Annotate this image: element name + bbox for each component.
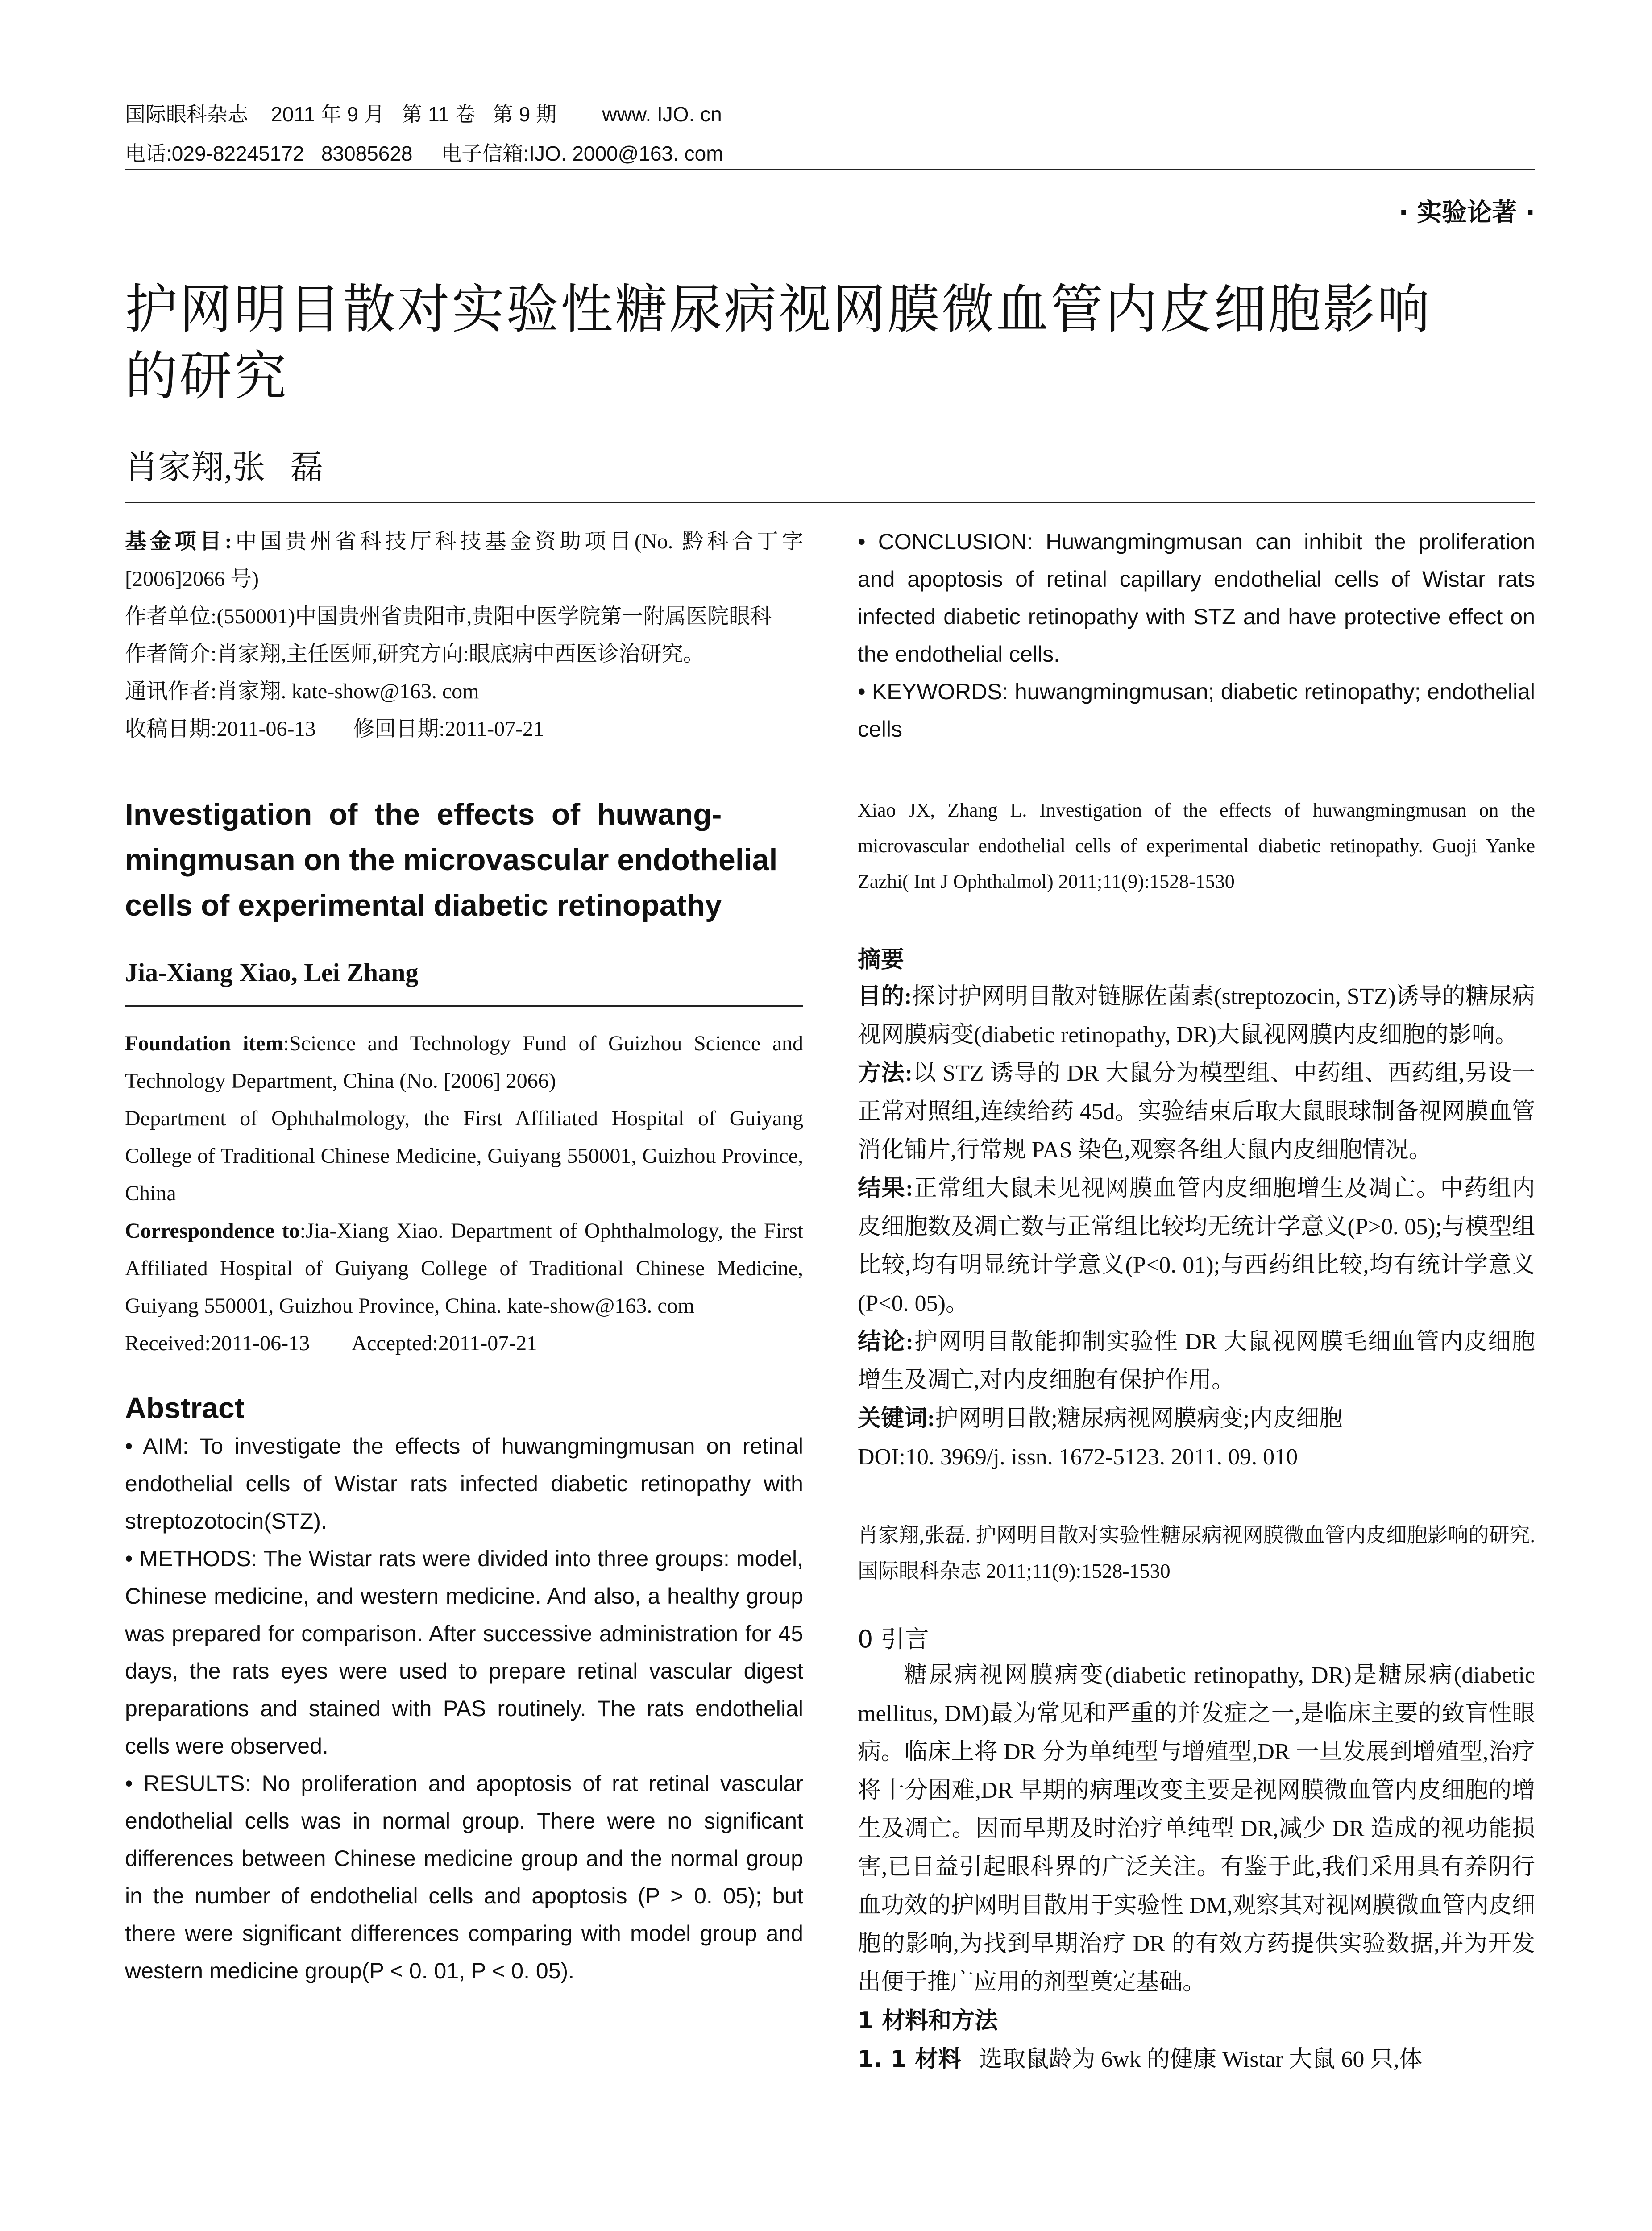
en-meta	[125, 1025, 803, 1362]
journal-header-line2: 电话:029-82245172 83085628 电子信箱:IJO. 2000@163. com	[125, 142, 723, 165]
cn-abstract-body	[858, 978, 1535, 1476]
abstract-methods: • METHODS: The Wistar rats were divided into three groups: model, Chinese medicine, and western medicine. And also, a healthy group was prepared for comparison. After successive administration for 45 days, the rats eyes were used to prepare retinal vascular digest preparations and stained with PAS routinely. The rats endothelial cells were observed.	[125, 1546, 803, 1758]
correspondence-cn: 通讯作者:肖家翔. kate-show@163. com	[125, 680, 479, 703]
cn-results-text: 正常组大鼠未见视网膜血管内皮细胞增生及凋亡。中药组内皮细胞数及凋亡数与正常组比较均无统计学意义(P>0. 05);与模型组比较,均有明显统计学意义(P<0. 01);与西药组比较,均有统计学意义(P<0. 05)。	[858, 1176, 1535, 1316]
intro-text: 糖尿病视网膜病变(diabetic retinopathy, DR)是糖尿病(diabetic mellitus, DM)最为常见和严重的并发症之一,是临床主要的致盲性眼病。临床上将 DR 分为单纯型与增殖型,DR 一旦发展到增殖型,治疗将十分困难,DR 早期的病理改变主要是视网膜微血管内皮细胞的增生及凋亡。因而早期及时治疗单纯型 DR,减少 DR 造成的视功能损害,已日益引起眼科界的广泛关注。有鉴于此,我们采用具有养阴行血功效的护网明目散用于实验性 DM,观察其对视网膜微血管内皮细胞的影响,为找到早期治疗 DR 的有效方药提供实验数据,并为开发出便于推广应用的剂型奠定基础。	[858, 1663, 1535, 1995]
cn-keywords-text: 护网明目散;糖尿病视网膜病变;内皮细胞	[935, 1406, 1343, 1431]
intro-heading: 0 引言	[858, 1625, 929, 1653]
author-bio-cn: 作者简介:肖家翔,主任医师,研究方向:眼底病中西医诊治研究。	[125, 642, 705, 666]
correspondence-text: :Jia-Xiang Xiao. Department of Ophthalmology, the First Affiliated Hospital of Guiyang College of Traditional Chinese Medicine, Guiyang 550001, Guizhou Province, China. kate-show@163. com	[125, 1219, 804, 1318]
cn-aim-text: 探讨护网明目散对链脲佐菌素(streptozocin, STZ)诱导的糖尿病视网膜病变(diabetic retinopathy, DR)大鼠视网膜内皮细胞的影响。	[858, 984, 1535, 1048]
abstract-keywords: • KEYWORDS: huwangmingmusan; diabetic retinopathy; endothelial cells	[858, 679, 1535, 742]
abstract-continued	[858, 523, 1535, 748]
header-rule	[125, 169, 1535, 170]
title-en-line3: cells of experimental diabetic retinopathy	[125, 888, 722, 922]
cn-conclusion-label: 结论:	[858, 1329, 913, 1355]
foundation-text: :Science and Technology Fund of Guizhou Science and Technology Department, China (No. [2006] 2066)	[125, 1032, 803, 1093]
materials-label: 1. 1 材料	[858, 2046, 962, 2073]
title-en-line1: Investigation of the effects of huwang-	[125, 797, 722, 831]
cn-abstract-heading: 摘要	[858, 946, 905, 973]
abstract-results: • RESULTS: No proliferation and apoptosis of rat retinal vascular endothelial cells was in normal group. There were no significant differences between Chinese medicine group and the normal group in the number of endothelial cells and apoptosis (P > 0. 05); but there were significant differences comparing with model group and western medicine group(P < 0. 01, P < 0. 05).	[125, 1771, 803, 1983]
cn-meta	[125, 523, 803, 748]
materials-paragraph	[858, 2040, 1535, 2079]
cn-keywords-label: 关键词:	[858, 1406, 935, 1431]
right-column	[858, 523, 1535, 2079]
title-en	[125, 792, 803, 928]
abstract-conclusion: • CONCLUSION: Huwangmingmusan can inhibit the proliferation and apoptosis of retinal capillary endothelial cells of Wistar rats infected diabetic retinopathy with STZ and have protective effect on the endothelial cells.	[858, 529, 1535, 667]
cn-methods-text: 以 STZ 诱导的 DR 大鼠分为模型组、中药组、西药组,另设一正常对照组,连续给药 45d。实验结束后取大鼠眼球制备视网膜血管消化铺片,行常规 PAS 染色,观察各组大鼠内皮细胞情况。	[858, 1061, 1535, 1163]
left-column	[125, 523, 803, 1990]
authors-en-rule	[125, 1005, 803, 1007]
materials-text: 选取鼠龄为 6wk 的健康 Wistar 大鼠 60 只,体	[979, 2047, 1423, 2072]
abstract-aim: • AIM: To investigate the effects of huwangmingmusan on retinal endothelial cells of Wistar rats infected diabetic retinopathy with streptozotocin(STZ).	[125, 1434, 803, 1534]
foundation-label: Foundation item	[125, 1032, 283, 1055]
cn-conclusion-text: 护网明目散能抑制实验性 DR 大鼠视网膜毛细血管内皮细胞增生及凋亡,对内皮细胞有保护作用。	[858, 1329, 1535, 1393]
title-en-line2: mingmusan on the microvascular endothelial	[125, 843, 778, 877]
received-en: Received:2011-06-13 Accepted:2011-07-21	[125, 1331, 538, 1355]
authors-cn: 肖家翔,张 磊	[125, 449, 323, 486]
fund-text: 中国贵州省科技厅科技基金资助项目(No. 黔科合丁字[2006]2066 号)	[125, 530, 803, 591]
affiliation-cn: 作者单位:(550001)中国贵州省贵阳市,贵阳中医学院第一附属医院眼科	[125, 605, 772, 628]
cn-methods-label: 方法:	[858, 1061, 913, 1086]
section-tag: · 实验论著 ·	[1399, 198, 1535, 227]
correspondence-label: Correspondence to	[125, 1219, 300, 1243]
authors-rule	[125, 502, 1535, 503]
title-cn-line2: 的研究	[125, 345, 289, 407]
cn-aim-label: 目的:	[858, 984, 912, 1009]
cn-results-label: 结果:	[858, 1176, 913, 1201]
department-en: Department of Ophthalmology, the First Affiliated Hospital of Guiyang College of Traditional Chinese Medicine, Guiyang 550001, Guizhou Province, China	[125, 1107, 803, 1205]
citation-en: Xiao JX, Zhang L. Investigation of the effects of huwangmingmusan on the microvascular endothelial cells of experimental diabetic retinopathy. Guoji Yanke Zazhi( Int J Ophthalmol) 2011;11(9):1528-1530	[858, 799, 1535, 892]
journal-header-line1: 国际眼科杂志 2011 年 9 月 第 11 卷 第 9 期 www. IJO. cn	[125, 103, 722, 126]
dates-cn: 收稿日期:2011-06-13 修回日期:2011-07-21	[125, 717, 544, 741]
abstract-body	[125, 1427, 803, 1990]
methods-heading: 1 材料和方法	[858, 2007, 998, 2034]
title-cn-line1: 护网明目散对实验性糖尿病视网膜微血管内皮细胞影响	[125, 278, 1432, 340]
doi: DOI:10. 3969/j. issn. 1672-5123. 2011. 09. 010	[858, 1444, 1298, 1470]
fund-label: 基金项目:	[125, 530, 232, 553]
abstract-heading: Abstract	[125, 1391, 245, 1424]
citation-cn: 肖家翔,张磊. 护网明目散对实验性糖尿病视网膜微血管内皮细胞影响的研究. 国际眼科杂志 2011;11(9):1528-1530	[858, 1524, 1535, 1582]
authors-en: Jia-Xiang Xiao, Lei Zhang	[125, 958, 419, 987]
